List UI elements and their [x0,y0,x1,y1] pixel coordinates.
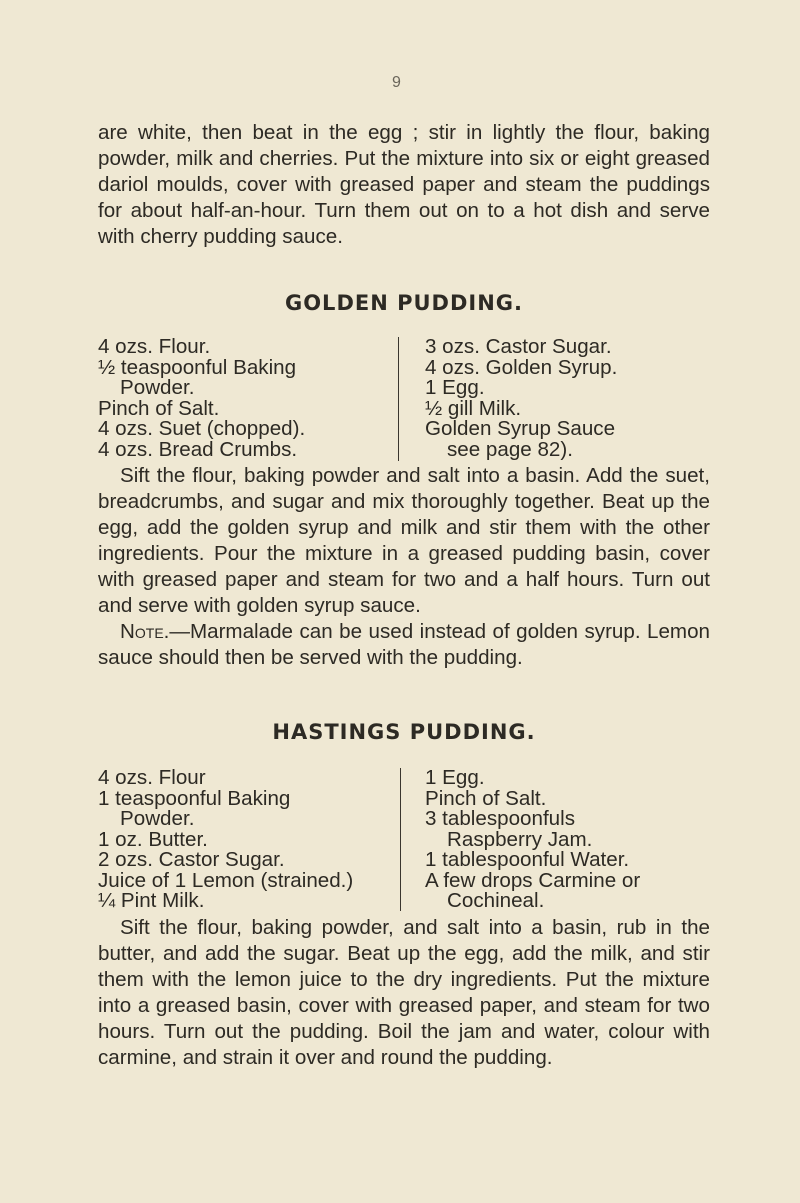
intro-paragraph: are white, then beat in the egg ; stir in lightly the flour, baking powder, milk and cherries. Put the mixture into six or eight greased dariol moulds, cover with greased paper and steam the puddings for about half-an-hour. Turn them out on to a hot dish and serve with cherry pudding sauce. [98,121,710,248]
hastings-pudding-title: HASTINGS PUDDING. [272,720,536,744]
ingredient-item: Powder. [120,807,195,830]
ingredient-item: 1 oz. Butter. [98,827,208,851]
golden-ingredients-right [425,337,617,460]
ingredient-item: see page 82). [447,437,573,461]
ingredient-item: 4 ozs. Bread Crumbs. [98,437,298,461]
column-divider [400,768,401,911]
ingredient-item: 1 Egg. [425,376,485,399]
golden-ingredients-left [98,337,305,460]
ingredient-item: Juice of 1 Lemon (strained.) [98,868,354,892]
note-label: Note. [120,620,170,643]
ingredient-item: 1 tablespoonful Water. [425,848,630,871]
ingredient-item: 3 tablespoonfuls [425,807,575,830]
ingredient-item: Cochineal. [447,889,545,912]
ingredient-item: A few drops Carmine or [425,868,641,892]
ingredient-item: ½ teaspoonful Baking [98,355,297,379]
ingredient-item: 4 ozs. Golden Syrup. [425,355,618,379]
ingredient-item: 3 ozs. Castor Sugar. [425,335,612,358]
golden-pudding-title: GOLDEN PUDDING. [284,291,524,315]
ingredient-item: 4 ozs. Suet (chopped). [98,417,306,440]
ingredient-item: 1 teaspoonful Baking [98,786,291,810]
ingredient-item: Powder. [120,376,195,399]
ingredient-item: Pinch of Salt. [425,786,547,810]
column-divider [398,337,399,461]
ingredient-item: 4 ozs. Flour. [98,335,211,358]
golden-method: Sift the flour, baking powder and salt into a basin. Add the suet, breadcrumbs, and sugar and mix thoroughly together. Beat up the egg, add the golden syrup and milk and stir them with the other ingredients. Pour the mixture in a greased pudding basin, cover with greased paper and steam for two and a half hours. Turn out and serve with golden syrup sauce. [98,464,710,617]
note-text: —Marmalade can be used instead of golden syrup. Lemon sauce should then be served with the pudding. [98,620,710,669]
page-number: 9 [392,74,401,91]
ingredient-item: Raspberry Jam. [447,827,593,851]
ingredient-item: 1 Egg. [425,766,485,789]
ingredient-item: ¼ Pint Milk. [98,889,205,912]
golden-note [98,619,710,671]
ingredient-item: 2 ozs. Castor Sugar. [98,848,285,871]
ingredient-item: Golden Syrup Sauce [425,417,616,440]
ingredient-item: ½ gill Milk. [425,396,522,420]
hastings-method: Sift the flour, baking powder, and salt into a basin, rub in the butter, and add the sugar. Beat up the egg, add the milk, and stir them with the lemon juice to the dry ingredients. Put the mixture into a greased basin, cover with greased paper, and steam for two hours. Turn out the pudding. Boil the jam and water, colour with carmine, and strain it over and round the pudding. [98,916,710,1069]
hastings-ingredients-right [425,768,640,912]
ingredient-item: 4 ozs. Flour [98,766,206,789]
ingredient-item: Pinch of Salt. [98,396,220,420]
hastings-ingredients-left [98,768,353,912]
